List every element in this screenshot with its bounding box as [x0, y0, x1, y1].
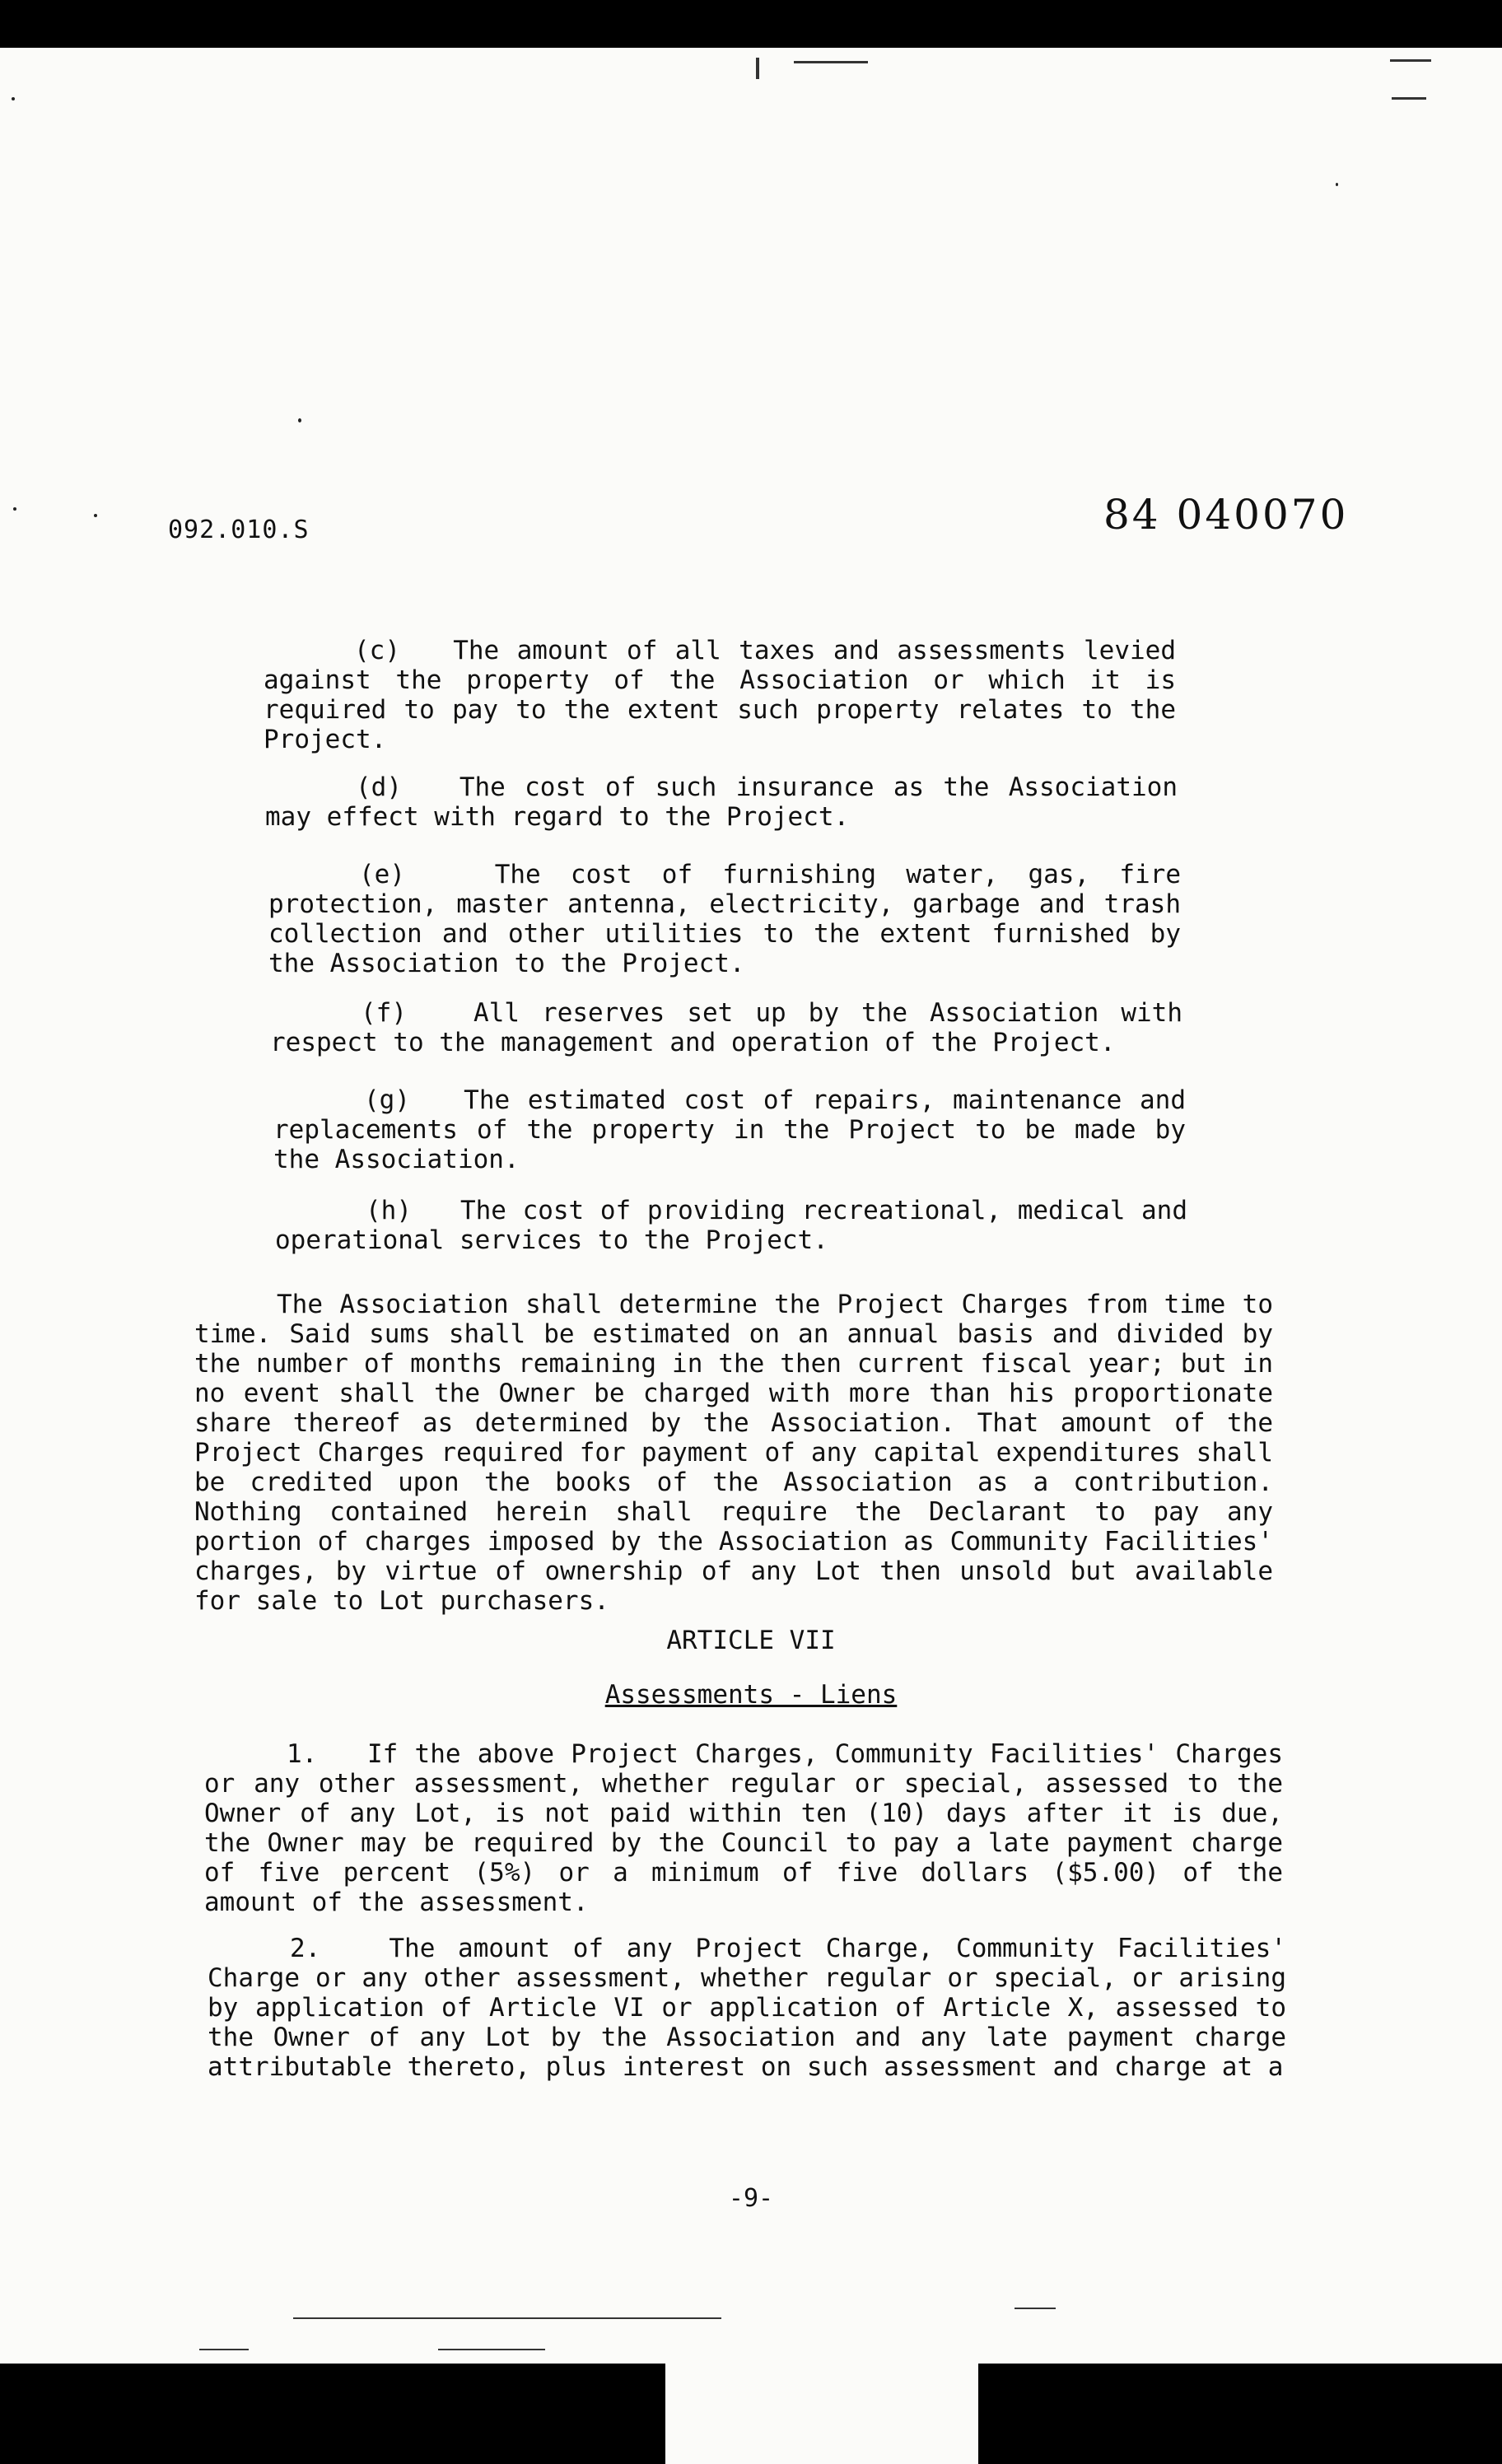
- scan-mark: [293, 2317, 721, 2319]
- article-subtitle: Assessments - Liens: [604, 1680, 898, 1710]
- list-item-h: [275, 1196, 1187, 1255]
- scan-mark: [1392, 97, 1426, 100]
- item-label: (c): [354, 636, 400, 665]
- page-number: -9-: [728, 2184, 774, 2213]
- scan-speck: [1336, 183, 1338, 186]
- scan-bottom-border: [0, 2364, 1502, 2464]
- list-item-e: [268, 860, 1181, 978]
- document-id: 092.010.S: [168, 516, 310, 544]
- scan-mark: [1015, 2308, 1056, 2309]
- document-number: 84 040070: [1103, 491, 1349, 539]
- item-label: (e): [359, 860, 405, 889]
- scan-speck: [13, 507, 16, 511]
- item-text: The cost of furnishing water, gas, fire protection, master antenna, electricity, garbage and trash collection and other utilities to the extent furnished by the Association to the Project.: [268, 860, 1181, 978]
- list-item-c: [264, 636, 1176, 754]
- item-label: (g): [364, 1085, 410, 1115]
- article-section-2: [208, 1934, 1286, 2082]
- article-title: ARTICLE VII: [666, 1626, 836, 1655]
- scan-mark: [199, 2349, 249, 2350]
- scan-mark: [756, 58, 759, 79]
- scan-speck: [298, 418, 301, 422]
- scan-mark: [438, 2349, 545, 2350]
- item-label: (f): [361, 998, 407, 1028]
- item-label: (d): [356, 772, 402, 802]
- list-item-g: [273, 1085, 1186, 1174]
- project-charges-paragraph: [194, 1290, 1273, 1616]
- section-number: 2.: [290, 1934, 321, 1963]
- article-section-1: [204, 1739, 1283, 1917]
- section-number: 1.: [287, 1739, 318, 1769]
- list-item-d: [265, 772, 1178, 832]
- item-text: All reserves set up by the Association with respect to the management and operation of the Project.: [270, 998, 1182, 1057]
- section-text: If the above Project Charges, Community Facilities' Charges or any other assessment, whether regular or special, assessed to the Owner of any Lot, is not paid within ten (10) days after it is due, the Owner may be required by the Council to pay a late payment charge of five percent (5%) or a minimum of five dollars ($5.00) of the amount of the assessment.: [204, 1739, 1283, 1917]
- scan-mark: [794, 61, 868, 63]
- item-text: The cost of providing recreational, medical and operational services to the Project.: [275, 1196, 1187, 1255]
- scan-mark: [1390, 59, 1431, 62]
- scan-page-tab: [665, 2364, 978, 2464]
- paragraph-text: The Association shall determine the Project Charges from time to time. Said sums shall be estimated on an annual basis and divided by the number of months remaining in the then current fiscal year; but in no event shall the Owner be charged with more than his proportionate share thereof as determined by the Association. That amount of the Project Charges required for payment of any capital expenditures shall be credited upon the books of the Association as a contribution. Nothing contained herein shall require the Declarant to pay any portion of charges imposed by the Association as Community Facilities' charges, by virtue of ownership of any Lot then unsold but available for sale to Lot purchasers.: [194, 1290, 1273, 1616]
- item-text: The estimated cost of repairs, maintenance and replacements of the property in the Project to be made by the Association.: [273, 1085, 1186, 1174]
- list-item-f: [270, 998, 1182, 1057]
- scan-speck: [12, 97, 15, 100]
- item-text: The cost of such insurance as the Association may effect with regard to the Project.: [265, 772, 1178, 832]
- document-page: [0, 48, 1502, 2464]
- scan-speck: [94, 514, 97, 517]
- section-text: The amount of any Project Charge, Community Facilities' Charge or any other assessment, whether regular or special, or arising by application of Article VI or application of Article X, assessed to the Owner of any Lot by the Association and any late payment charge attributable thereto, plus interest on such assessment and charge at a: [208, 1934, 1286, 2082]
- item-label: (h): [366, 1196, 412, 1225]
- item-text: The amount of all taxes and assessments levied against the property of the Association or which it is required to pay to the extent such property relates to the Project.: [264, 636, 1176, 754]
